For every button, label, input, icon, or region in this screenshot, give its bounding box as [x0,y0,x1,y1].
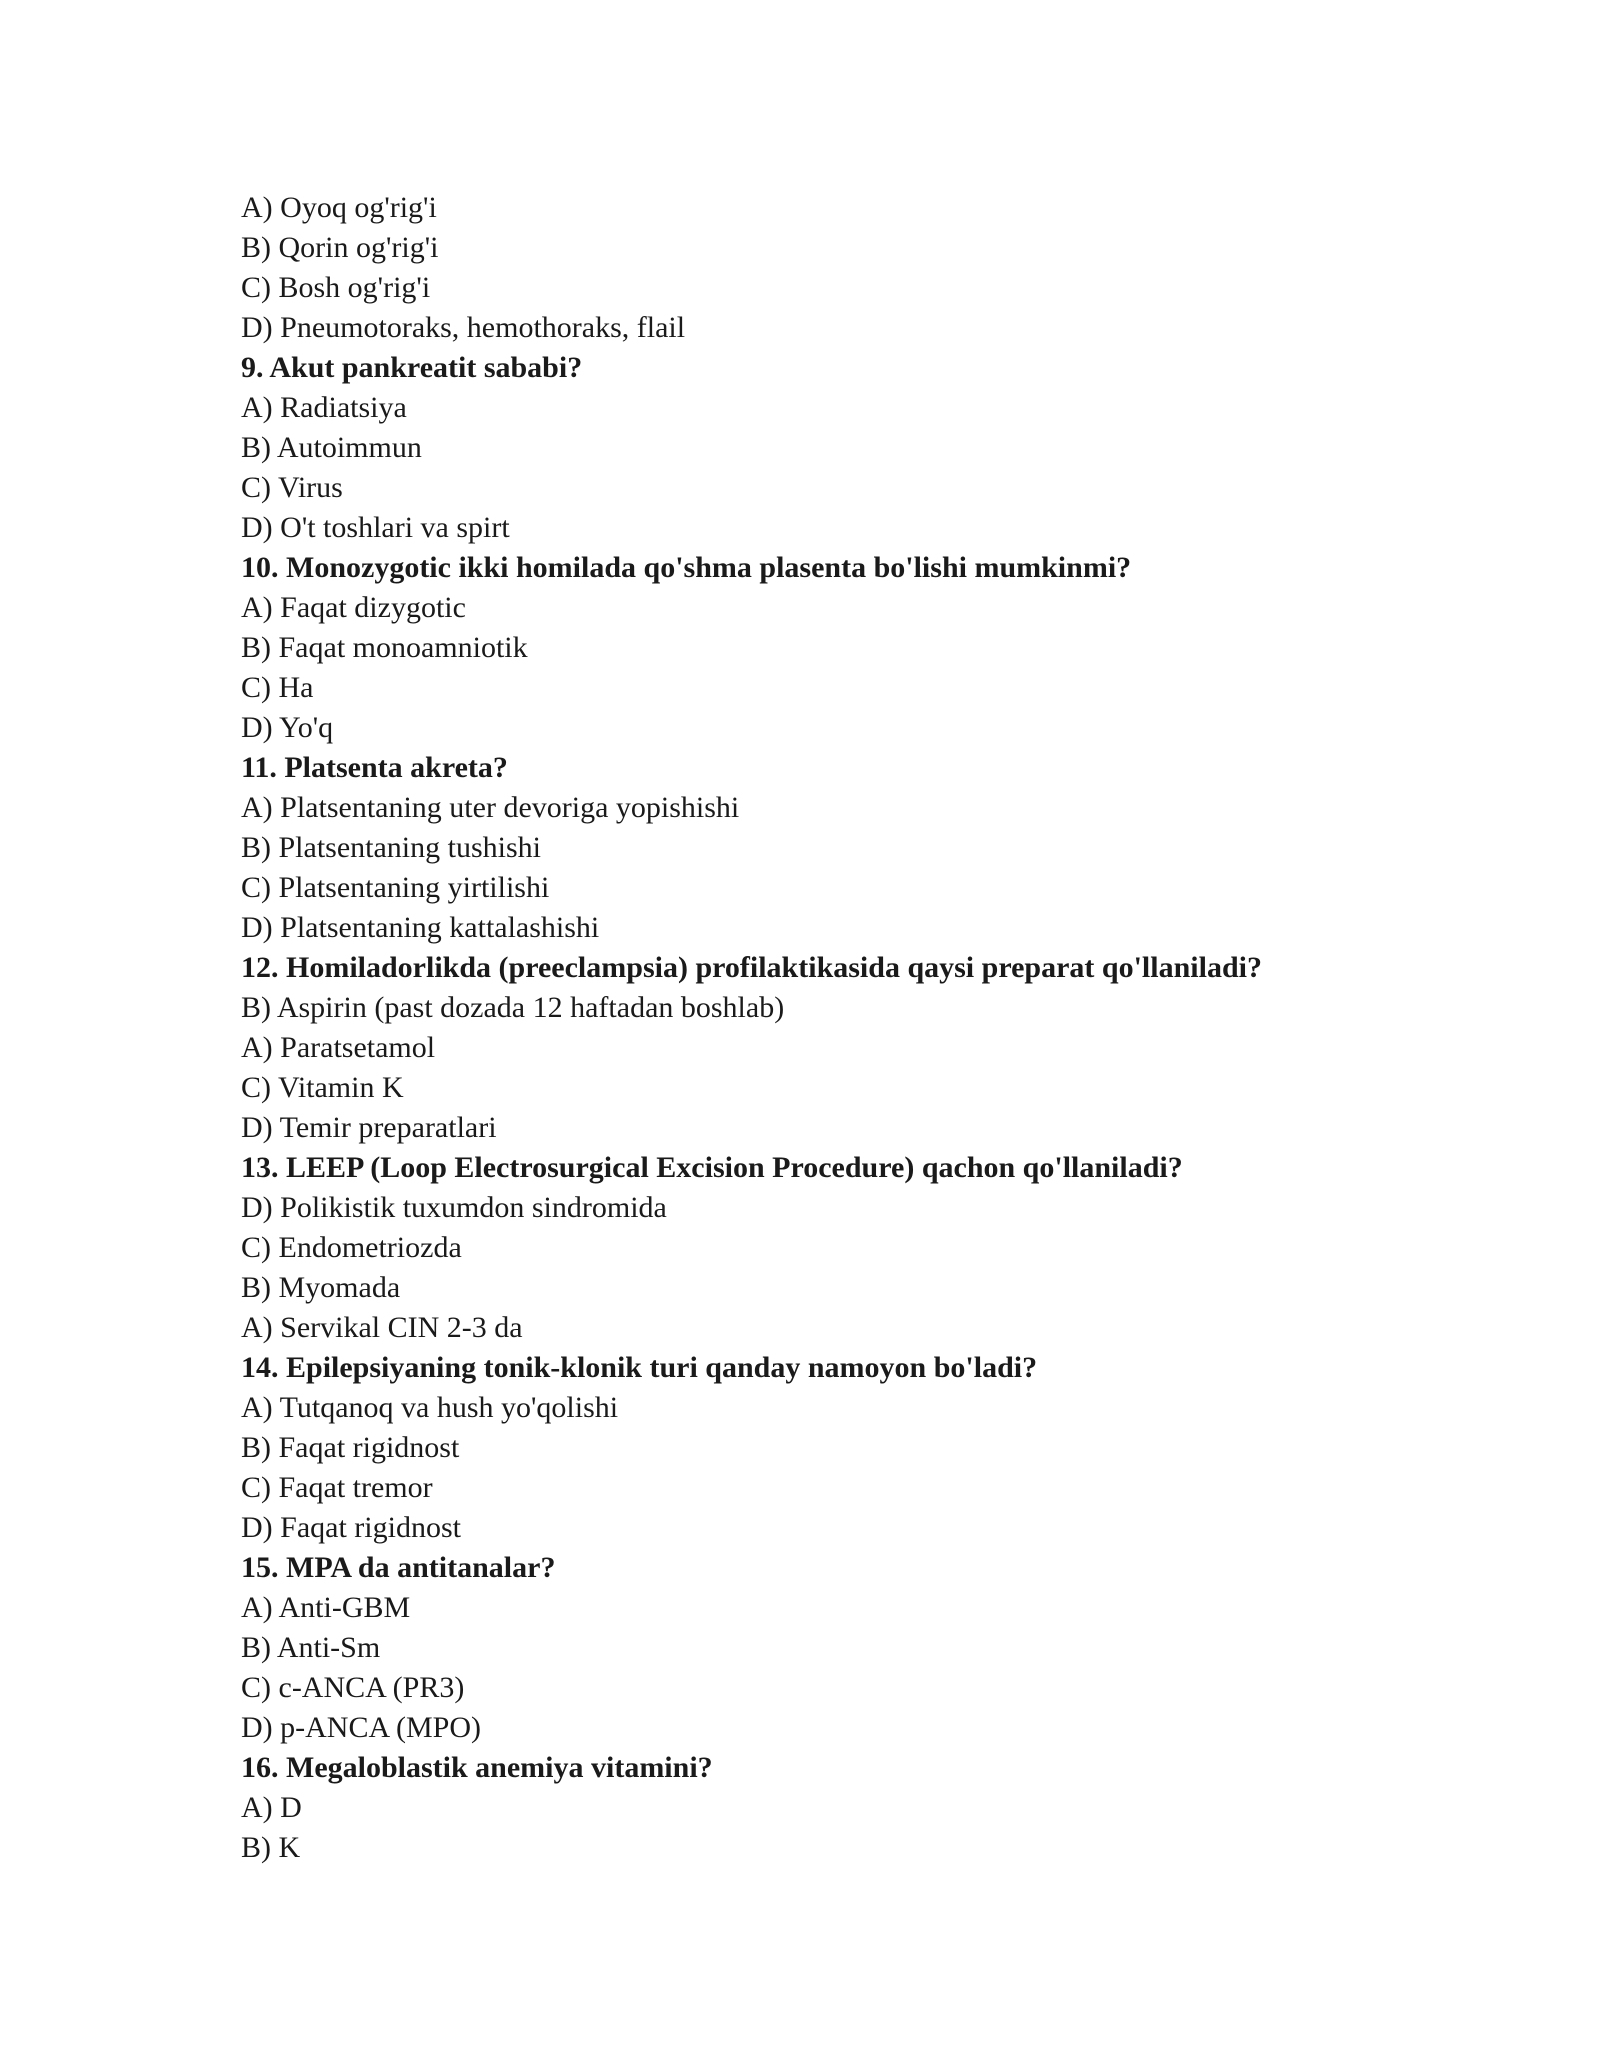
answer-option: C) Faqat tremor [241,1471,433,1504]
answer-option: B) Autoimmun [241,431,422,464]
prelude-options [241,188,1441,348]
question-title: 16. Megaloblastik anemiya vitamini? [241,1751,713,1784]
question-title: 10. Monozygotic ikki homilada qo'shma plasenta bo'lishi mumkinmi? [241,551,1132,584]
answer-option: D) Polikistik tuxumdon sindromida [241,1191,667,1224]
answer-option: A) Platsentaning uter devoriga yopishishi [241,791,740,824]
question-block [241,1148,1441,1348]
answer-option: B) Aspirin (past dozada 12 haftadan boshlab) [241,991,785,1024]
answer-option: C) Platsentaning yirtilishi [241,871,550,904]
answer-option: C) Vitamin K [241,1071,404,1104]
answer-option: B) Anti-Sm [241,1631,381,1664]
answer-option: B) K [241,1831,301,1864]
question-block [241,748,1441,948]
answer-option: D) Yo'q [241,711,334,744]
answer-option: C) Ha [241,671,314,704]
answer-option: C) c-ANCA (PR3) [241,1671,465,1704]
answer-option: B) Myomada [241,1271,401,1304]
question-title: 15. MPA da antitanalar? [241,1551,556,1584]
answer-option: B) Platsentaning tushishi [241,831,541,864]
question-block [241,1748,1441,1868]
question-title: 12. Homiladorlikda (preeclampsia) profilaktikasida qaysi preparat qo'llaniladi? [241,951,1262,984]
answer-option: A) Anti-GBM [241,1591,411,1624]
answer-option: D) p-ANCA (MPO) [241,1711,481,1744]
question-block [241,548,1441,748]
answer-option: A) Oyoq og'rig'i [241,191,437,224]
answer-option: D) O't toshlari va spirt [241,511,510,544]
question-title: 14. Epilepsiyaning tonik-klonik turi qanday namoyon bo'ladi? [241,1351,1038,1384]
answer-option: D) Pneumotoraks, hemothoraks, flail [241,311,686,344]
answer-option: A) Paratsetamol [241,1031,436,1064]
answer-option: C) Virus [241,471,343,504]
answer-option: A) Radiatsiya [241,391,407,424]
question-block [241,1348,1441,1548]
answer-option: C) Bosh og'rig'i [241,271,431,304]
answer-option: D) Faqat rigidnost [241,1511,461,1544]
answer-option: B) Faqat rigidnost [241,1431,460,1464]
question-block [241,1548,1441,1748]
answer-option: A) Servikal CIN 2-3 da [241,1311,523,1344]
answer-option: D) Platsentaning kattalashishi [241,911,600,944]
question-title: 11. Platsenta akreta? [241,751,508,784]
question-title: 9. Akut pankreatit sababi? [241,351,583,384]
question-title: 13. LEEP (Loop Electrosurgical Excision Procedure) qachon qo'llaniladi? [241,1151,1183,1184]
answer-option: D) Temir preparatlari [241,1111,497,1144]
answer-option: A) D [241,1791,302,1824]
answer-option: C) Endometriozda [241,1231,462,1264]
question-block [241,948,1441,1148]
answer-option: B) Faqat monoamniotik [241,631,528,664]
answer-option: B) Qorin og'rig'i [241,231,439,264]
answer-option: A) Faqat dizygotic [241,591,466,624]
question-list [241,188,1441,1868]
question-block [241,348,1441,548]
answer-option: A) Tutqanoq va hush yo'qolishi [241,1391,619,1424]
